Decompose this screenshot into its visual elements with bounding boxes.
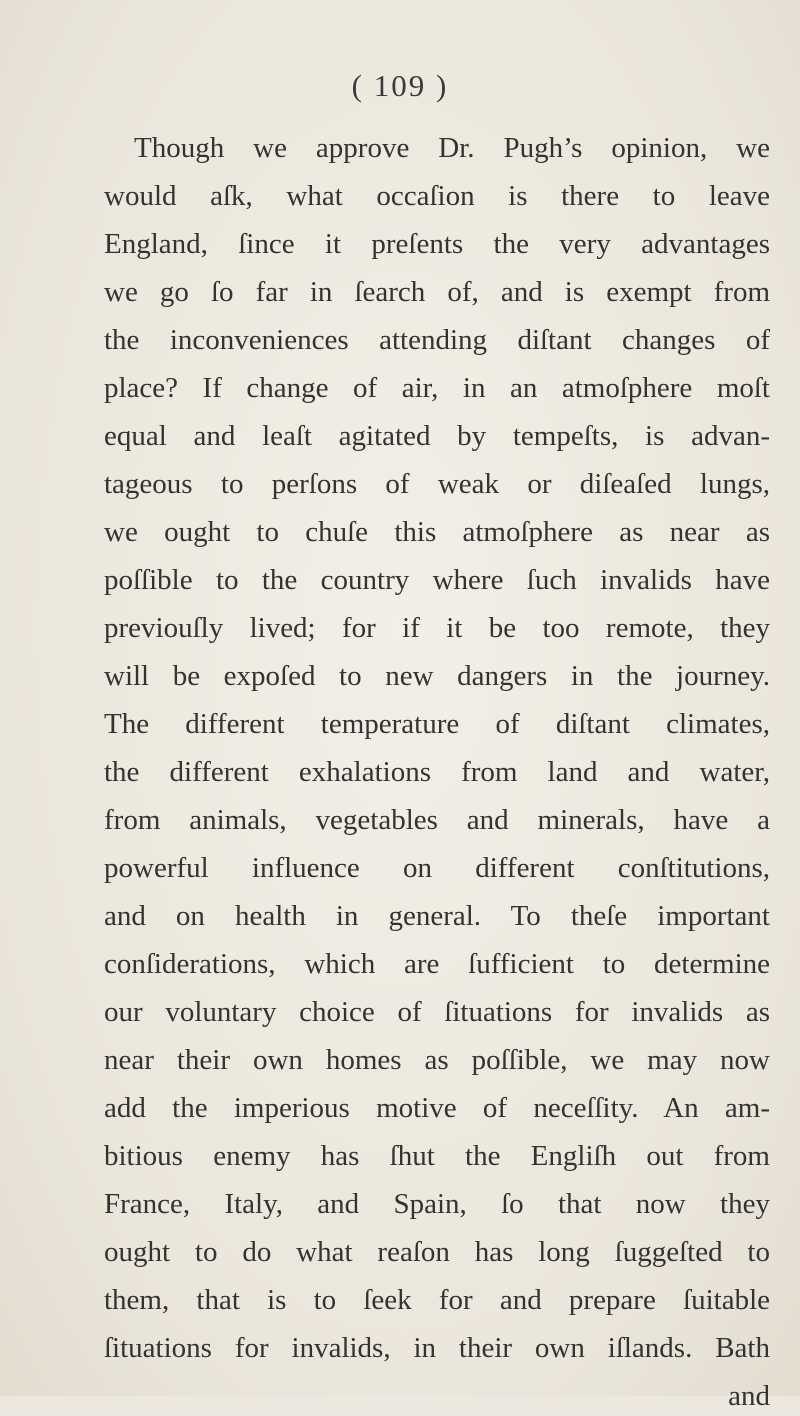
text-line: England, ſince it preſents the very advantages bbox=[104, 228, 770, 260]
text-line: powerful influence on different conſtitutions, bbox=[104, 852, 770, 884]
text-line: the different exhalations from land and water, bbox=[104, 756, 770, 788]
catchword: and bbox=[728, 1380, 770, 1412]
page-number: ( 109 ) bbox=[351, 68, 449, 103]
text-line: equal and leaſt agitated by tempeſts, is advan- bbox=[104, 420, 770, 452]
text-line: add the imperious motive of neceſſity. An am- bbox=[104, 1092, 770, 1124]
text-line: near their own homes as poſſible, we may now bbox=[104, 1044, 770, 1076]
text-line: them, that is to ſeek for and prepare ſuitable bbox=[104, 1284, 770, 1316]
text-line: tageous to perſons of weak or diſeaſed lungs, bbox=[104, 468, 770, 500]
text-line: from animals, vegetables and minerals, have a bbox=[104, 804, 770, 836]
text-line: poſſible to the country where ſuch invalids have bbox=[104, 564, 770, 596]
text-line: we go ſo far in ſearch of, and is exempt from bbox=[104, 276, 770, 308]
text-line: conſiderations, which are ſufficient to determine bbox=[104, 948, 770, 980]
text-line: ſituations for invalids, in their own iſlands. Bath bbox=[104, 1332, 770, 1364]
text-line: bitious enemy has ſhut the Engliſh out from bbox=[104, 1140, 770, 1172]
text-line: France, Italy, and Spain, ſo that now they bbox=[104, 1188, 770, 1220]
text-line: place? If change of air, in an atmoſphere moſt bbox=[104, 372, 770, 404]
text-line: and on health in general. To theſe important bbox=[104, 900, 770, 932]
text-line: will be expoſed to new dangers in the journey. bbox=[104, 660, 770, 692]
text-line: we ought to chuſe this atmoſphere as near as bbox=[104, 516, 770, 548]
text-line: Though we approve Dr. Pugh’s opinion, we bbox=[134, 132, 770, 164]
text-line: would aſk, what occaſion is there to leave bbox=[104, 180, 770, 212]
text-line: previouſly lived; for if it be too remote, they bbox=[104, 612, 770, 644]
text-line: the inconveniences attending diſtant changes of bbox=[104, 324, 770, 356]
text-line: our voluntary choice of ſituations for invalids as bbox=[104, 996, 770, 1028]
text-line: ought to do what reaſon has long ſuggeſted to bbox=[104, 1236, 770, 1268]
text-line: The different temperature of diſtant climates, bbox=[104, 708, 770, 740]
